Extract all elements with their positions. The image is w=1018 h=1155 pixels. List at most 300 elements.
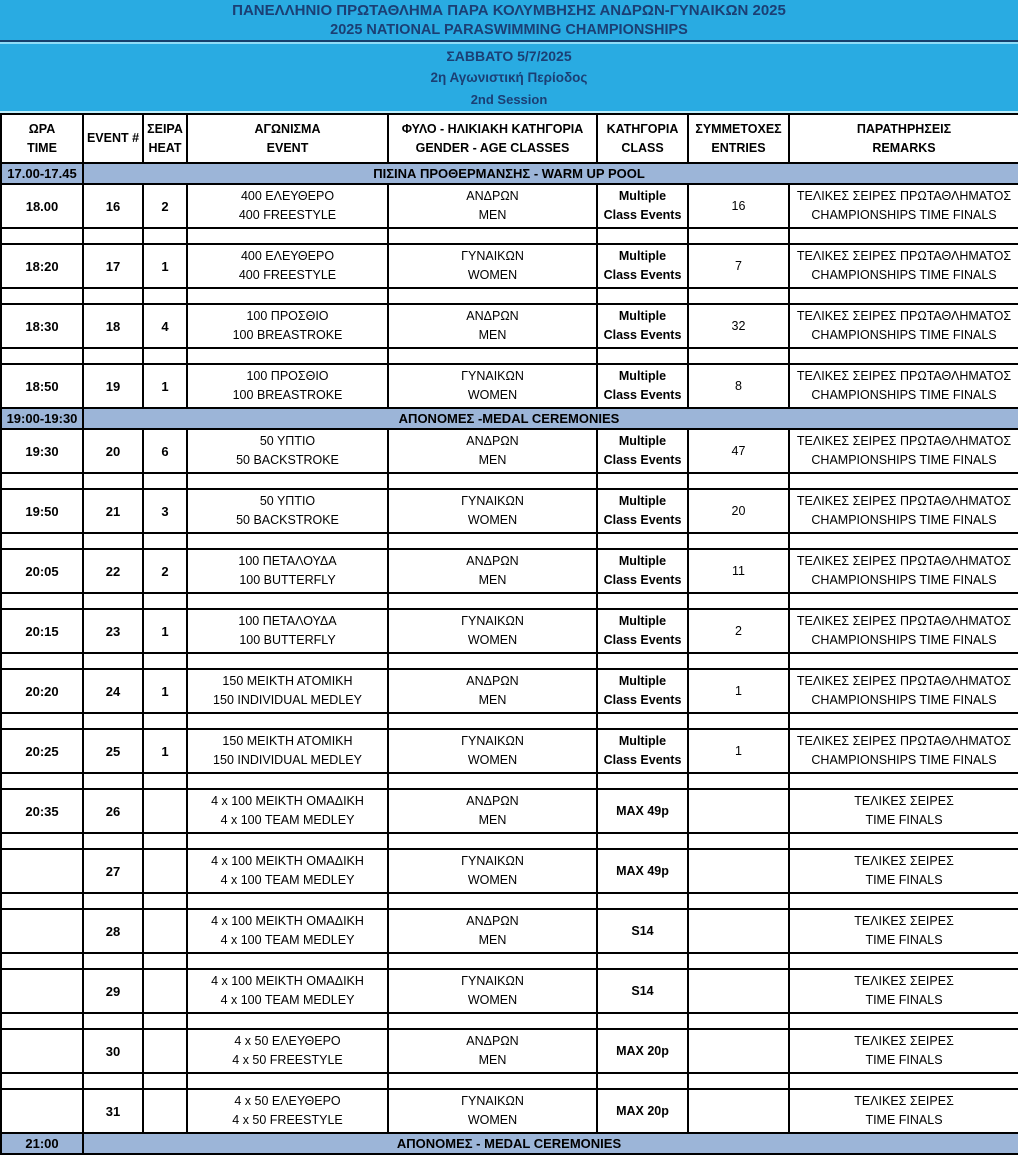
- session-band-row: [1, 1133, 1018, 1154]
- gender-cell-line: WOMEN: [467, 388, 518, 402]
- column-header-line: ΦΥΛΟ - ΗΛΙΚΙΑΚΗ ΚΑΤΗΓΟΡΙΑ: [401, 121, 584, 136]
- remarks-cell: [789, 729, 1018, 773]
- spacer-cell: [597, 833, 688, 849]
- gender-cell-line: ΑΝΔΡΩΝ: [466, 914, 519, 928]
- spacer-cell: [789, 533, 1018, 549]
- class-cell-line: Class Events: [603, 208, 682, 222]
- class-cell-line: Multiple: [618, 434, 667, 448]
- event-name-cell-line: 100 BUTTERFLY: [239, 573, 336, 587]
- time-cell: 19:50: [1, 489, 83, 533]
- gender-cell-line: ΓΥΝΑΙΚΩΝ: [461, 1094, 524, 1108]
- remarks-cell-line: ΤΕΛΙΚΕΣ ΣΕΙΡΕΣ ΠΡΩΤΑΘΛΗΜΑΤΟΣ: [796, 369, 1012, 383]
- spacer-cell: [1, 953, 83, 969]
- event-number-cell: 28: [83, 909, 143, 953]
- remarks-cell: [789, 1089, 1018, 1133]
- class-cell: [597, 429, 688, 473]
- remarks-cell-line: CHAMPIONSHIPS TIME FINALS: [811, 633, 997, 647]
- spacer-cell: [388, 953, 597, 969]
- event-name-cell: [187, 244, 388, 288]
- header-row: [1, 114, 1018, 163]
- column-header-line: REMARKS: [872, 140, 936, 155]
- event-row: [1, 304, 1018, 348]
- spacer-cell: [1, 473, 83, 489]
- remarks-cell-line: ΤΕΛΙΚΕΣ ΣΕΙΡΕΣ ΠΡΩΤΑΘΛΗΜΑΤΟΣ: [796, 434, 1012, 448]
- spacer-cell: [388, 653, 597, 669]
- class-cell: [597, 789, 688, 833]
- remarks-cell-line: TIME FINALS: [865, 813, 943, 827]
- remarks-cell: [789, 609, 1018, 653]
- gender-cell: [388, 549, 597, 593]
- spacer-cell: [83, 1073, 143, 1089]
- spacer-cell: [187, 1073, 388, 1089]
- spacer-cell: [83, 773, 143, 789]
- event-row: [1, 244, 1018, 288]
- remarks-cell: [789, 429, 1018, 473]
- gender-cell-line: ΓΥΝΑΙΚΩΝ: [461, 974, 524, 988]
- gender-cell: [388, 1089, 597, 1133]
- entries-cell: [688, 1029, 789, 1073]
- spacer-cell: [1, 893, 83, 909]
- spacer-row: [1, 288, 1018, 304]
- column-header-line: ΑΓΩΝΙΣΜΑ: [254, 121, 321, 136]
- column-header-line: ΚΑΤΗΓΟΡΙΑ: [606, 121, 679, 136]
- spacer-row: [1, 833, 1018, 849]
- spacer-cell: [688, 1013, 789, 1029]
- remarks-cell-line: CHAMPIONSHIPS TIME FINALS: [811, 693, 997, 707]
- class-cell-line: Multiple: [618, 189, 667, 203]
- class-cell-line: Class Events: [603, 633, 682, 647]
- event-name-cell-line: 50 BACKSTROKE: [236, 453, 339, 467]
- spacer-cell: [187, 953, 388, 969]
- spacer-cell: [1, 348, 83, 364]
- spacer-cell: [143, 348, 187, 364]
- spacer-cell: [597, 893, 688, 909]
- heat-cell: [143, 909, 187, 953]
- spacer-cell: [83, 713, 143, 729]
- event-number-cell: 31: [83, 1089, 143, 1133]
- event-row: [1, 909, 1018, 953]
- gender-cell-line: WOMEN: [467, 753, 518, 767]
- spacer-cell: [388, 773, 597, 789]
- event-name-cell-line: 400 FREESTYLE: [238, 208, 337, 222]
- spacer-cell: [143, 953, 187, 969]
- spacer-row: [1, 473, 1018, 489]
- spacer-cell: [143, 773, 187, 789]
- spacer-row: [1, 773, 1018, 789]
- column-header-line: EVENT #: [86, 131, 140, 145]
- column-header-line: EVENT: [266, 140, 309, 155]
- gender-cell-line: WOMEN: [467, 1113, 518, 1127]
- band-time-cell: 19:00-19:30: [1, 408, 83, 429]
- heat-cell: 1: [143, 729, 187, 773]
- spacer-cell: [597, 1073, 688, 1089]
- event-row: [1, 184, 1018, 228]
- class-cell-line: Class Events: [603, 693, 682, 707]
- event-name-cell-line: 4 x 100 TEAM MEDLEY: [220, 933, 355, 947]
- gender-cell-line: ΑΝΔΡΩΝ: [466, 309, 519, 323]
- session-band-row: [1, 408, 1018, 429]
- event-row: [1, 364, 1018, 408]
- gender-cell-line: MEN: [478, 573, 507, 587]
- event-row: [1, 849, 1018, 893]
- heat-cell: [143, 1089, 187, 1133]
- spacer-cell: [789, 773, 1018, 789]
- event-name-cell-line: 4 x 100 ΜΕΙΚΤΗ ΟΜΑΔΙΚΗ: [211, 974, 364, 988]
- spacer-cell: [388, 833, 597, 849]
- spacer-row: [1, 228, 1018, 244]
- event-name-cell: [187, 549, 388, 593]
- heat-cell: [143, 849, 187, 893]
- spacer-cell: [187, 653, 388, 669]
- spacer-cell: [83, 473, 143, 489]
- spacer-cell: [388, 1013, 597, 1029]
- spacer-cell: [143, 533, 187, 549]
- remarks-cell-line: ΤΕΛΙΚΕΣ ΣΕΙΡΕΣ: [854, 1094, 954, 1108]
- event-name-cell-line: 100 ΠΡΟΣΘΙΟ: [246, 309, 329, 323]
- remarks-cell: [789, 244, 1018, 288]
- spacer-cell: [187, 473, 388, 489]
- gender-cell-line: ΓΥΝΑΙΚΩΝ: [461, 369, 524, 383]
- class-cell-line: MAX 49p: [616, 803, 669, 818]
- event-number-cell: 16: [83, 184, 143, 228]
- class-cell-line: Multiple: [618, 249, 667, 263]
- spacer-cell: [143, 228, 187, 244]
- spacer-cell: [688, 288, 789, 304]
- heat-cell: 6: [143, 429, 187, 473]
- entries-cell: 1: [688, 669, 789, 713]
- gender-cell-line: MEN: [478, 693, 507, 707]
- spacer-cell: [597, 773, 688, 789]
- gender-cell-line: ΑΝΔΡΩΝ: [466, 554, 519, 568]
- event-name-cell-line: 4 x 50 ΕΛΕΥΘΕΡΟ: [234, 1094, 341, 1108]
- remarks-cell: [789, 364, 1018, 408]
- spacer-cell: [388, 533, 597, 549]
- event-name-cell-line: 100 ΠΕΤΑΛΟΥΔΑ: [238, 554, 337, 568]
- event-name-cell: [187, 364, 388, 408]
- time-cell: 20:25: [1, 729, 83, 773]
- class-cell-line: Multiple: [618, 614, 667, 628]
- event-name-cell: [187, 304, 388, 348]
- event-name-cell: [187, 1029, 388, 1073]
- event-name-cell-line: 50 ΥΠΤΙΟ: [259, 494, 316, 508]
- spacer-cell: [388, 228, 597, 244]
- spacer-cell: [187, 348, 388, 364]
- remarks-cell: [789, 304, 1018, 348]
- gender-cell-line: ΓΥΝΑΙΚΩΝ: [461, 494, 524, 508]
- class-cell-line: S14: [631, 923, 654, 938]
- event-row: [1, 669, 1018, 713]
- time-cell: 18.00: [1, 184, 83, 228]
- entries-cell: [688, 1089, 789, 1133]
- class-cell: [597, 364, 688, 408]
- spacer-cell: [597, 533, 688, 549]
- heat-cell: [143, 789, 187, 833]
- schedule-table-body: [1, 163, 1018, 1154]
- event-name-cell-line: 4 x 100 TEAM MEDLEY: [220, 873, 355, 887]
- spacer-cell: [789, 228, 1018, 244]
- remarks-cell-line: TIME FINALS: [865, 933, 943, 947]
- session-band-row: [1, 163, 1018, 184]
- entries-cell: 1: [688, 729, 789, 773]
- band-label-cell: ΑΠΟΝΟΜΕΣ -MEDAL CEREMONIES: [83, 408, 1018, 429]
- spacer-cell: [388, 348, 597, 364]
- event-name-cell-line: 4 x 100 ΜΕΙΚΤΗ ΟΜΑΔΙΚΗ: [211, 854, 364, 868]
- event-name-cell: [187, 429, 388, 473]
- remarks-cell-line: ΤΕΛΙΚΕΣ ΣΕΙΡΕΣ: [854, 974, 954, 988]
- gender-cell: [388, 909, 597, 953]
- time-cell: 20:35: [1, 789, 83, 833]
- class-cell: [597, 969, 688, 1013]
- spacer-cell: [688, 348, 789, 364]
- remarks-cell-line: ΤΕΛΙΚΕΣ ΣΕΙΡΕΣ ΠΡΩΤΑΘΛΗΜΑΤΟΣ: [796, 734, 1012, 748]
- remarks-cell: [789, 669, 1018, 713]
- entries-cell: 7: [688, 244, 789, 288]
- spacer-cell: [789, 1073, 1018, 1089]
- spacer-cell: [1, 288, 83, 304]
- event-name-cell-line: 4 x 50 FREESTYLE: [232, 1113, 343, 1127]
- spacer-cell: [143, 653, 187, 669]
- spacer-cell: [83, 533, 143, 549]
- remarks-cell: [789, 909, 1018, 953]
- gender-cell-line: MEN: [478, 933, 507, 947]
- gender-cell: [388, 304, 597, 348]
- column-header: [789, 114, 1018, 163]
- column-header-line: ΩΡΑ: [28, 121, 56, 136]
- class-cell-line: Class Events: [603, 513, 682, 527]
- session-name-english: 2nd Session: [470, 91, 548, 107]
- gender-cell: [388, 969, 597, 1013]
- spacer-row: [1, 593, 1018, 609]
- event-number-cell: 17: [83, 244, 143, 288]
- spacer-cell: [83, 833, 143, 849]
- spacer-cell: [83, 653, 143, 669]
- event-name-cell-line: 100 BREASTROKE: [232, 388, 343, 402]
- spacer-cell: [143, 1073, 187, 1089]
- remarks-cell-line: ΤΕΛΙΚΕΣ ΣΕΙΡΕΣ ΠΡΩΤΑΘΛΗΜΑΤΟΣ: [796, 494, 1012, 508]
- spacer-cell: [187, 288, 388, 304]
- spacer-cell: [597, 228, 688, 244]
- title-greek: ΠΑΝΕΛΛΗΝΙΟ ΠΡΩΤΑΘΛΗΜΑ ΠΑΡΑ ΚΟΛΥΜΒΗΣΗΣ ΑΝΔΡΩΝ-ΓΥΝΑΙΚΩΝ 2025: [232, 1, 786, 19]
- spacer-cell: [1, 228, 83, 244]
- gender-cell-line: ΓΥΝΑΙΚΩΝ: [461, 249, 524, 263]
- spacer-cell: [187, 713, 388, 729]
- spacer-cell: [789, 1013, 1018, 1029]
- gender-cell: [388, 489, 597, 533]
- event-name-cell: [187, 909, 388, 953]
- event-name-cell-line: 4 x 50 ΕΛΕΥΘΕΡΟ: [234, 1034, 341, 1048]
- spacer-row: [1, 713, 1018, 729]
- column-header-line: ΠΑΡΑΤΗΡΗΣΕΙΣ: [856, 121, 952, 136]
- spacer-cell: [143, 593, 187, 609]
- spacer-cell: [597, 593, 688, 609]
- spacer-cell: [187, 893, 388, 909]
- entries-cell: [688, 969, 789, 1013]
- spacer-cell: [688, 1073, 789, 1089]
- spacer-cell: [688, 893, 789, 909]
- spacer-cell: [83, 593, 143, 609]
- remarks-cell-line: TIME FINALS: [865, 993, 943, 1007]
- spacer-cell: [789, 288, 1018, 304]
- class-cell-line: MAX 20p: [616, 1103, 669, 1118]
- remarks-cell-line: CHAMPIONSHIPS TIME FINALS: [811, 753, 997, 767]
- column-header: [597, 114, 688, 163]
- event-name-cell: [187, 789, 388, 833]
- remarks-cell-line: TIME FINALS: [865, 873, 943, 887]
- spacer-cell: [789, 953, 1018, 969]
- remarks-cell: [789, 1029, 1018, 1073]
- time-cell: 18:30: [1, 304, 83, 348]
- remarks-cell-line: ΤΕΛΙΚΕΣ ΣΕΙΡΕΣ ΠΡΩΤΑΘΛΗΜΑΤΟΣ: [796, 614, 1012, 628]
- event-row: [1, 1029, 1018, 1073]
- remarks-cell-line: ΤΕΛΙΚΕΣ ΣΕΙΡΕΣ: [854, 794, 954, 808]
- class-cell-line: Multiple: [618, 554, 667, 568]
- class-cell-line: MAX 20p: [616, 1043, 669, 1058]
- gender-cell-line: ΑΝΔΡΩΝ: [466, 1034, 519, 1048]
- entries-cell: 47: [688, 429, 789, 473]
- gender-cell-line: ΑΝΔΡΩΝ: [466, 674, 519, 688]
- column-header-line: HEAT: [148, 140, 182, 155]
- gender-cell-line: ΓΥΝΑΙΚΩΝ: [461, 854, 524, 868]
- spacer-cell: [789, 653, 1018, 669]
- class-cell-line: Multiple: [618, 674, 667, 688]
- spacer-cell: [597, 348, 688, 364]
- spacer-cell: [688, 228, 789, 244]
- event-name-cell-line: 4 x 100 TEAM MEDLEY: [220, 813, 355, 827]
- time-cell: 18:20: [1, 244, 83, 288]
- event-row: [1, 429, 1018, 473]
- remarks-cell-line: CHAMPIONSHIPS TIME FINALS: [811, 453, 997, 467]
- remarks-cell-line: ΤΕΛΙΚΕΣ ΣΕΙΡΕΣ ΠΡΩΤΑΘΛΗΜΑΤΟΣ: [796, 189, 1012, 203]
- spacer-cell: [83, 953, 143, 969]
- spacer-cell: [597, 473, 688, 489]
- event-row: [1, 789, 1018, 833]
- gender-cell: [388, 789, 597, 833]
- gender-cell-line: WOMEN: [467, 513, 518, 527]
- spacer-cell: [597, 953, 688, 969]
- class-cell-line: Class Events: [603, 388, 682, 402]
- class-cell: [597, 909, 688, 953]
- heat-cell: 3: [143, 489, 187, 533]
- spacer-cell: [143, 1013, 187, 1029]
- event-row: [1, 969, 1018, 1013]
- event-name-cell-line: 100 BREASTROKE: [232, 328, 343, 342]
- band-label-cell: ΠΙΣΙΝΑ ΠΡΟΘΕΡΜΑΝΣΗΣ - WARM UP POOL: [83, 163, 1018, 184]
- gender-cell-line: ΑΝΔΡΩΝ: [466, 794, 519, 808]
- spacer-row: [1, 953, 1018, 969]
- event-name-cell: [187, 669, 388, 713]
- entries-cell: [688, 909, 789, 953]
- heat-cell: 2: [143, 549, 187, 593]
- spacer-cell: [597, 1013, 688, 1029]
- gender-cell: [388, 849, 597, 893]
- spacer-cell: [789, 833, 1018, 849]
- event-name-cell-line: 150 INDIVIDUAL MEDLEY: [213, 693, 362, 707]
- spacer-row: [1, 1013, 1018, 1029]
- remarks-cell: [789, 549, 1018, 593]
- event-name-cell: [187, 489, 388, 533]
- time-cell: 18:50: [1, 364, 83, 408]
- gender-cell-line: WOMEN: [467, 873, 518, 887]
- heat-cell: 1: [143, 609, 187, 653]
- event-number-cell: 22: [83, 549, 143, 593]
- heat-cell: 4: [143, 304, 187, 348]
- spacer-cell: [1, 533, 83, 549]
- gender-cell: [388, 244, 597, 288]
- column-header: [1, 114, 83, 163]
- column-header: [187, 114, 388, 163]
- spacer-cell: [688, 653, 789, 669]
- session-banner: [0, 42, 1018, 113]
- remarks-cell-line: ΤΕΛΙΚΕΣ ΣΕΙΡΕΣ ΠΡΩΤΑΘΛΗΜΑΤΟΣ: [796, 554, 1012, 568]
- spacer-cell: [187, 593, 388, 609]
- gender-cell: [388, 364, 597, 408]
- spacer-cell: [688, 593, 789, 609]
- gender-cell-line: MEN: [478, 813, 507, 827]
- spacer-cell: [83, 1013, 143, 1029]
- remarks-cell-line: CHAMPIONSHIPS TIME FINALS: [811, 208, 997, 222]
- spacer-cell: [688, 833, 789, 849]
- class-cell-line: Class Events: [603, 753, 682, 767]
- remarks-cell-line: ΤΕΛΙΚΕΣ ΣΕΙΡΕΣ ΠΡΩΤΑΘΛΗΜΑΤΟΣ: [796, 249, 1012, 263]
- spacer-cell: [388, 893, 597, 909]
- remarks-cell-line: ΤΕΛΙΚΕΣ ΣΕΙΡΕΣ ΠΡΩΤΑΘΛΗΜΑΤΟΣ: [796, 309, 1012, 323]
- column-header-line: ΣΕΙΡΑ: [147, 121, 183, 136]
- event-name-cell: [187, 609, 388, 653]
- event-number-cell: 18: [83, 304, 143, 348]
- spacer-cell: [388, 713, 597, 729]
- spacer-cell: [143, 833, 187, 849]
- class-cell-line: MAX 49p: [616, 863, 669, 878]
- gender-cell: [388, 184, 597, 228]
- spacer-row: [1, 653, 1018, 669]
- class-cell-line: Multiple: [618, 734, 667, 748]
- event-number-cell: 21: [83, 489, 143, 533]
- entries-cell: 11: [688, 549, 789, 593]
- spacer-cell: [688, 713, 789, 729]
- class-cell-line: Multiple: [618, 494, 667, 508]
- event-name-cell-line: 400 ΕΛΕΥΘΕΡΟ: [240, 249, 335, 263]
- event-name-cell: [187, 1089, 388, 1133]
- event-name-cell-line: 4 x 100 ΜΕΙΚΤΗ ΟΜΑΔΙΚΗ: [211, 914, 364, 928]
- class-cell: [597, 729, 688, 773]
- spacer-cell: [388, 1073, 597, 1089]
- event-number-cell: 24: [83, 669, 143, 713]
- event-name-cell-line: 100 ΠΕΤΑΛΟΥΔΑ: [238, 614, 337, 628]
- class-cell: [597, 1029, 688, 1073]
- time-cell: 20:05: [1, 549, 83, 593]
- spacer-cell: [789, 893, 1018, 909]
- heat-cell: 2: [143, 184, 187, 228]
- spacer-cell: [143, 893, 187, 909]
- spacer-cell: [688, 953, 789, 969]
- spacer-row: [1, 348, 1018, 364]
- column-header-line: ΣΥΜΜΕΤΟΧΕΣ: [695, 121, 782, 136]
- class-cell-line: Class Events: [603, 328, 682, 342]
- event-name-cell-line: 150 INDIVIDUAL MEDLEY: [213, 753, 362, 767]
- event-number-cell: 29: [83, 969, 143, 1013]
- column-header-line: TIME: [27, 140, 57, 155]
- spacer-cell: [789, 473, 1018, 489]
- spacer-cell: [1, 1073, 83, 1089]
- time-cell: [1, 849, 83, 893]
- remarks-cell: [789, 849, 1018, 893]
- spacer-cell: [388, 473, 597, 489]
- spacer-cell: [1, 593, 83, 609]
- gender-cell-line: WOMEN: [467, 993, 518, 1007]
- spacer-cell: [688, 473, 789, 489]
- entries-cell: 20: [688, 489, 789, 533]
- spacer-cell: [143, 473, 187, 489]
